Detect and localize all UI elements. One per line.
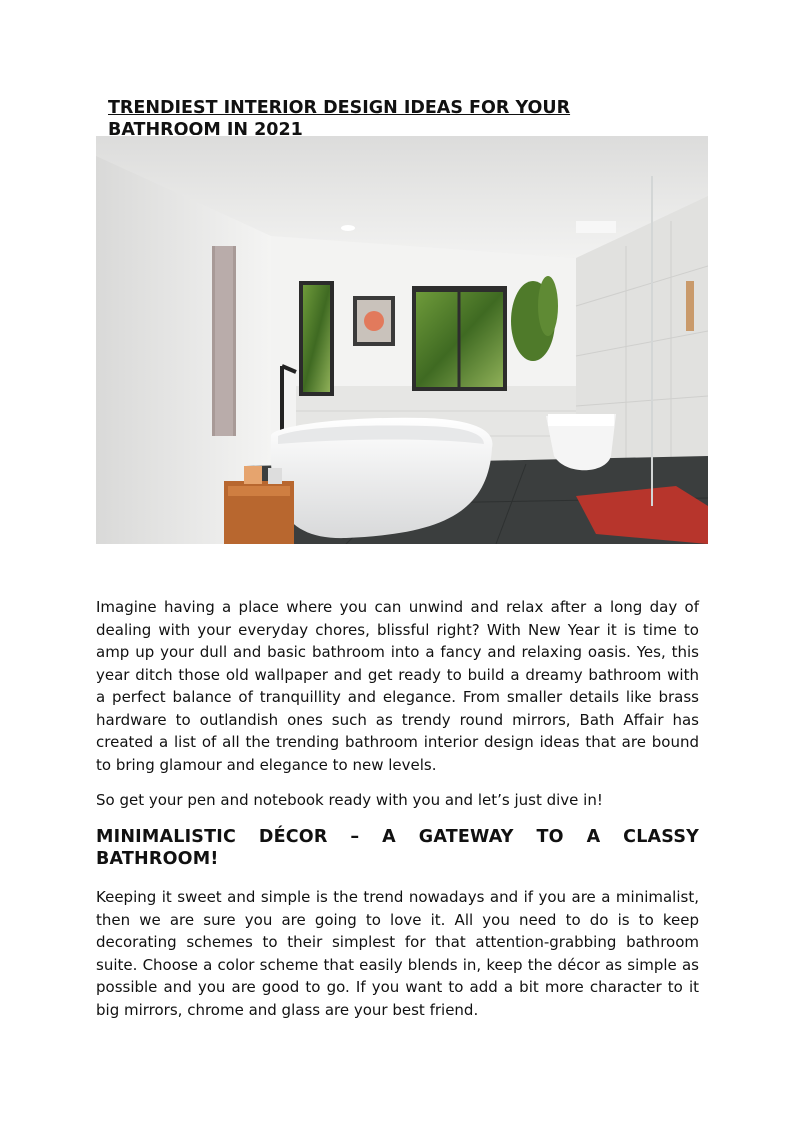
bathroom-photo xyxy=(96,136,708,544)
intro-paragraph: Imagine having a place where you can unwind and relax after a long day of dealing with your everyday chores, blissful right? With New Year it is time to amp up your dull and basic bathroom into a fancy and relaxing oasis. Yes, this year ditch those old wallpaper and get ready to build a dreamy bathroom with a perfect balance of tranquillity and elegance. From smaller details like brass hardware to outlandish ones such as trendy round mirrors, Bath Affair has created a list of all the trending bathroom interior design ideas that are bound to bring glamour and elegance to new levels. xyxy=(96,598,699,774)
call-to-action-paragraph: So get your pen and notebook ready with you and let’s just dive in! xyxy=(96,791,603,809)
minimalistic-decor-paragraph: Keeping it sweet and simple is the trend nowadays and if you are a minimalist, then we are sure you are going to love it. All you need to do is to keep decorating schemes to their simplest for that attention-grabbing bathroom suite. Choose a color scheme that easily blends in, keep the décor as simple as possible and you are good to go. If you want to add a bit more character to it big mirrors, chrome and glass are your best friend. xyxy=(96,888,699,1019)
section-heading: MINIMALISTIC DÉCOR – A GATEWAY TO A CLASSY BATHROOM! xyxy=(96,827,699,869)
page-title: TRENDIEST INTERIOR DESIGN IDEAS FOR YOUR BATHROOM IN 2021 xyxy=(108,98,571,135)
